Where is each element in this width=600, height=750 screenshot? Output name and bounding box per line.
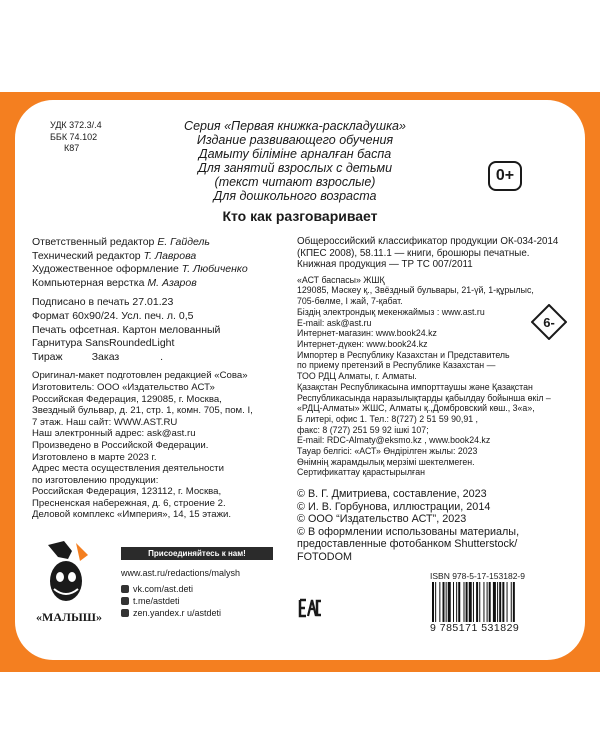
publisher-line: Изготовлено в марте 2023 г. xyxy=(32,451,157,463)
kz-line: Республикасында наразылықтарды қабылдау бойынша өкіл – xyxy=(297,392,551,403)
telegram-link[interactable]: t.me/astdeti xyxy=(121,595,240,607)
website-link[interactable]: www.ast.ru/redactions/malysh xyxy=(121,568,241,578)
series-line: Для занятий взрослых с детьми xyxy=(197,161,393,175)
copyright-line: FOTODOM xyxy=(297,550,352,563)
barcode-bar xyxy=(487,582,488,622)
kz-line: E-mail: RDC-Almaty@eksmo.kz , www.book24.kz xyxy=(297,435,491,446)
age-rating-kz-text: 6- xyxy=(543,315,555,330)
kz-line: «РДЦ-Алматы» ЖШС, Алматы қ.,Домбровский көш., 3«а», xyxy=(297,403,535,414)
barcode-bar xyxy=(443,582,445,622)
barcode-bar xyxy=(456,582,457,622)
publisher-line: Адрес места осуществления деятельности xyxy=(32,463,224,475)
barcode-bar xyxy=(476,582,478,622)
classifier-line: Книжная продукция — ТР ТС 007/2011 xyxy=(297,259,473,271)
publisher-line: Произведено в Российской Федерации. xyxy=(32,439,209,451)
staff-row: Компьютерная верстка М. Азаров xyxy=(32,276,197,289)
malysh-logo xyxy=(28,537,110,627)
kz-line: Сертификаттау қарастырылған xyxy=(297,467,425,478)
barcode-bar xyxy=(453,582,454,622)
isbn-number: ISBN 978-5-17-153182-9 xyxy=(430,571,525,581)
kz-line: 129085, Мәскеу қ., Звёздный бульвары, 21-үй, 1-құрылыс, xyxy=(297,285,534,296)
vk-link[interactable]: vk.com/ast.deti xyxy=(121,583,240,595)
kz-line: «АСТ баспасы» ЖШҚ xyxy=(297,274,385,285)
imprint-codes xyxy=(50,120,102,155)
series-block xyxy=(140,119,450,203)
barcode-bar xyxy=(497,582,498,622)
copyright-block xyxy=(297,488,519,564)
print-line: Печать офсетная. Картон мелованный xyxy=(32,323,221,336)
publisher-line: Российская Федерация, 123112, г. Москва, xyxy=(32,486,222,498)
series-line: Дамыту біліміне арналған баспа xyxy=(198,147,392,161)
kz-line: ТОО РДЦ Алматы, г. Алматы. xyxy=(297,371,417,382)
barcode-bar xyxy=(513,582,515,622)
barcode-bar xyxy=(489,582,491,622)
print-line: Подписано в печать 27.01.23 xyxy=(32,296,174,309)
telegram-icon xyxy=(121,597,129,605)
barcode-bar xyxy=(499,582,501,622)
publisher-line: Российская Федерация, 129085, г. Москва, xyxy=(32,393,222,405)
publisher-line: Деловой комплекс «Империя», 14, 15 этажи. xyxy=(32,509,232,521)
barcode-bar xyxy=(473,582,474,622)
kz-line: Импортер в Республику Казахстан и Представитель xyxy=(297,349,510,360)
publisher-line: Звездный бульвар, д. 21, стр. 1, комн. 705, пом. I, xyxy=(32,405,253,417)
logo-text: «МАЛЫШ» xyxy=(36,610,102,624)
left-column xyxy=(32,236,292,521)
staff-row: Технический редактор Т. Лаврова xyxy=(32,249,197,262)
barcode-bar xyxy=(458,582,460,622)
barcode-bar xyxy=(507,582,508,622)
eac-mark-icon xyxy=(298,596,322,620)
publisher-line: Оригинал-макет подготовлен редакцией «Сова» xyxy=(32,370,248,382)
kz-line: Интернет-магазин: www.book24.kz xyxy=(297,328,437,339)
series-line: Серия «Первая книжка-раскладушка» xyxy=(184,119,406,133)
classifier-line: Общероссийский классификатор продукции ОК-034-2014 xyxy=(297,236,559,247)
barcode-bar xyxy=(435,582,436,622)
print-line: Тираж Заказ . xyxy=(32,350,163,363)
copyright-line: предоставленные фотобанком Shutterstock/ xyxy=(297,538,518,551)
copyright-line: © И. В. Горбунова, иллюстрации, 2014 xyxy=(297,500,491,513)
publisher-line: по изготовлению продукции: xyxy=(32,474,159,486)
series-line: Издание развивающего обучения xyxy=(196,133,394,147)
kz-line: Интернет-дүкен: www.book24.kz xyxy=(297,339,428,349)
join-us-banner: Присоединяйтесь к нам! xyxy=(121,547,273,560)
kz-line: факс: 8 (727) 251 59 92 ішкі 107; xyxy=(297,424,429,435)
kz-line: по приему претензий в Республике Казахстан — xyxy=(297,360,496,371)
book-title: Кто как разговаривает xyxy=(222,208,378,224)
series-line: Для дошкольного возраста xyxy=(213,189,377,203)
barcode-bar xyxy=(466,582,468,622)
zen-link[interactable]: zen.yandex.r u/astdeti xyxy=(121,607,240,619)
publisher-line: Наш электронный адрес: ask@ast.ru xyxy=(32,428,196,440)
barcode-image xyxy=(430,582,562,622)
barcode-bar xyxy=(511,582,512,622)
classifier-line: (КПЕС 2008), 58.11.1 — книги, брошюры печатные. xyxy=(297,247,530,259)
kz-line: Қазақстан Республикасына импорттаушы және Қазақстан xyxy=(297,381,533,392)
barcode-bar xyxy=(479,582,480,622)
kz-line: Өнімнің жарамдылық мерзімі шектелмеген. xyxy=(297,456,475,467)
barcode-bar xyxy=(493,582,496,622)
age-rating-kz-badge xyxy=(531,304,567,340)
staff-row: Художественное оформление Т. Любиченко xyxy=(32,263,248,276)
bbk-code: ББК 74.102 xyxy=(50,131,98,142)
kz-line: Б литері, офис 1. Тел.: 8(727) 2 51 59 90,91 , xyxy=(297,413,479,424)
kz-line: Тауар белгісі: «АСТ» Өндірілген жылы: 2023 xyxy=(297,446,478,457)
barcode-bar xyxy=(502,582,504,622)
publisher-line: 7 этаж. Наш сайт: WWW.AST.RU xyxy=(32,416,178,428)
udk-code: УДК 372.3/.4 xyxy=(50,120,102,130)
publisher-line: Изготовитель: ООО «Издательство АСТ» xyxy=(32,381,215,393)
barcode-bar xyxy=(446,582,447,622)
barcode-digits: 9 785171 531829 xyxy=(430,622,520,634)
copyright-line: © ООО “Издательство АСТ”, 2023 xyxy=(297,513,467,526)
kz-line: E-mail: ask@ast.ru xyxy=(297,317,372,328)
barcode-bar xyxy=(439,582,440,622)
kz-line: 705-бөлме, I жай, 7-қабат. xyxy=(297,296,403,307)
social-links xyxy=(121,567,240,619)
barcode-bar xyxy=(448,582,451,622)
age-rating-badge: 0+ xyxy=(488,161,522,191)
copyright-line: © В оформлении использованы материалы, xyxy=(297,525,520,538)
publisher-line: Пресненская набережная, д. 6, строение 2. xyxy=(32,497,226,509)
series-line: (текст читают взрослые) xyxy=(214,175,376,189)
staff-row: Ответственный редактор Е. Гайдель xyxy=(32,236,210,248)
print-line: Формат 60х90/24. Усл. печ. л. 0,5 xyxy=(32,309,194,322)
kz-line: Біздің электрондық мекенжаймыз : www.ast.ru xyxy=(297,306,485,317)
right-column xyxy=(297,236,572,478)
print-line: Гарнитура SansRoundedLight xyxy=(32,337,175,350)
barcode-bar xyxy=(464,582,465,622)
vk-icon xyxy=(121,585,129,593)
barcode-bar xyxy=(432,582,434,622)
zen-icon xyxy=(121,609,129,617)
copyright-line: © В. Г. Дмитриева, составление, 2023 xyxy=(297,488,487,500)
publisher-info xyxy=(32,370,292,521)
barcode-bar xyxy=(469,582,472,622)
author-code: К87 xyxy=(64,143,80,153)
barcode-bar xyxy=(483,582,484,622)
